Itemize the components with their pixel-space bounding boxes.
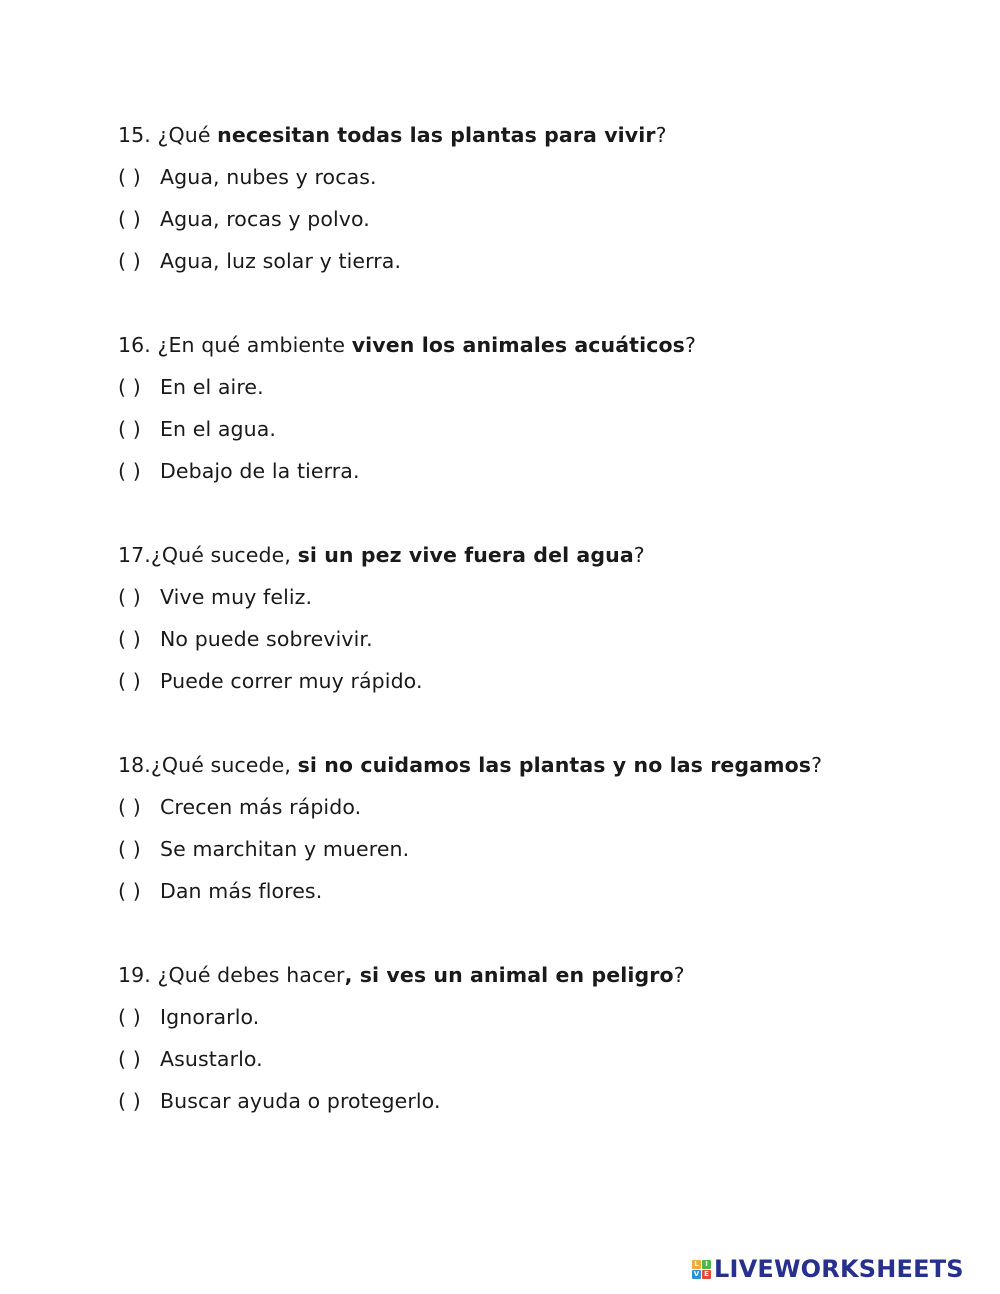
answer-option[interactable]: ( ) Dan más flores.	[118, 870, 938, 912]
answer-checkbox[interactable]: ( )	[118, 1005, 141, 1029]
answer-option[interactable]: ( ) Agua, luz solar y tierra.	[118, 240, 938, 282]
answer-option[interactable]: ( ) Buscar ayuda o protegerlo.	[118, 1080, 938, 1122]
answer-checkbox[interactable]: ( )	[118, 1047, 141, 1071]
question-19	[118, 954, 938, 1122]
liveworksheets-logo	[692, 1254, 964, 1284]
answer-option[interactable]: ( ) Agua, rocas y polvo.	[118, 198, 938, 240]
question-text: 16. ¿En qué ambiente viven los animales acuáticos?	[118, 333, 696, 357]
answer-option[interactable]: ( ) Puede correr muy rápido.	[118, 660, 938, 702]
answer-option[interactable]: ( ) En el agua.	[118, 408, 938, 450]
answer-option[interactable]: ( ) Ignorarlo.	[118, 996, 938, 1038]
answer-checkbox[interactable]: ( )	[118, 837, 141, 861]
answer-checkbox[interactable]: ( )	[118, 585, 141, 609]
answer-checkbox[interactable]: ( )	[118, 669, 141, 693]
answer-option[interactable]: ( ) Vive muy feliz.	[118, 576, 938, 618]
answer-checkbox[interactable]: ( )	[118, 165, 141, 189]
answer-option[interactable]: ( ) No puede sobrevivir.	[118, 618, 938, 660]
answer-checkbox[interactable]: ( )	[118, 207, 141, 231]
question-16	[118, 324, 938, 492]
logo-mark-icon	[692, 1260, 711, 1279]
answer-option[interactable]: ( ) Se marchitan y mueren.	[118, 828, 938, 870]
answer-checkbox[interactable]: ( )	[118, 417, 141, 441]
answer-checkbox[interactable]: ( )	[118, 375, 141, 399]
answer-checkbox[interactable]: ( )	[118, 1089, 141, 1113]
question-text: 17.¿Qué sucede, si un pez vive fuera del agua?	[118, 543, 645, 567]
logo-mark-cell: V	[693, 1269, 700, 1278]
answer-checkbox[interactable]: ( )	[118, 879, 141, 903]
question-text: 19. ¿Qué debes hacer, si ves un animal en peligro?	[118, 963, 685, 987]
answer-checkbox[interactable]: ( )	[118, 459, 141, 483]
answer-option[interactable]: ( ) Asustarlo.	[118, 1038, 938, 1080]
logo-mark-cell: I	[702, 1260, 711, 1269]
answer-checkbox[interactable]: ( )	[118, 795, 141, 819]
logo-mark-cell: E	[702, 1270, 711, 1279]
answer-option[interactable]: ( ) En el aire.	[118, 366, 938, 408]
question-17	[118, 534, 938, 702]
logo-text: LIVEWORKSHEETS	[714, 1255, 964, 1283]
question-15	[118, 114, 938, 282]
answer-option[interactable]: ( ) Agua, nubes y rocas.	[118, 156, 938, 198]
answer-option[interactable]: ( ) Crecen más rápido.	[118, 786, 938, 828]
question-text: 15. ¿Qué necesitan todas las plantas para vivir?	[118, 123, 667, 147]
question-18	[118, 744, 938, 912]
answer-checkbox[interactable]: ( )	[118, 249, 141, 273]
answer-checkbox[interactable]: ( )	[118, 627, 141, 651]
answer-option[interactable]: ( ) Debajo de la tierra.	[118, 450, 938, 492]
question-text: 18.¿Qué sucede, si no cuidamos las plantas y no las regamos?	[118, 753, 823, 777]
logo-mark-cell: L	[692, 1260, 701, 1269]
worksheet	[118, 114, 938, 1164]
